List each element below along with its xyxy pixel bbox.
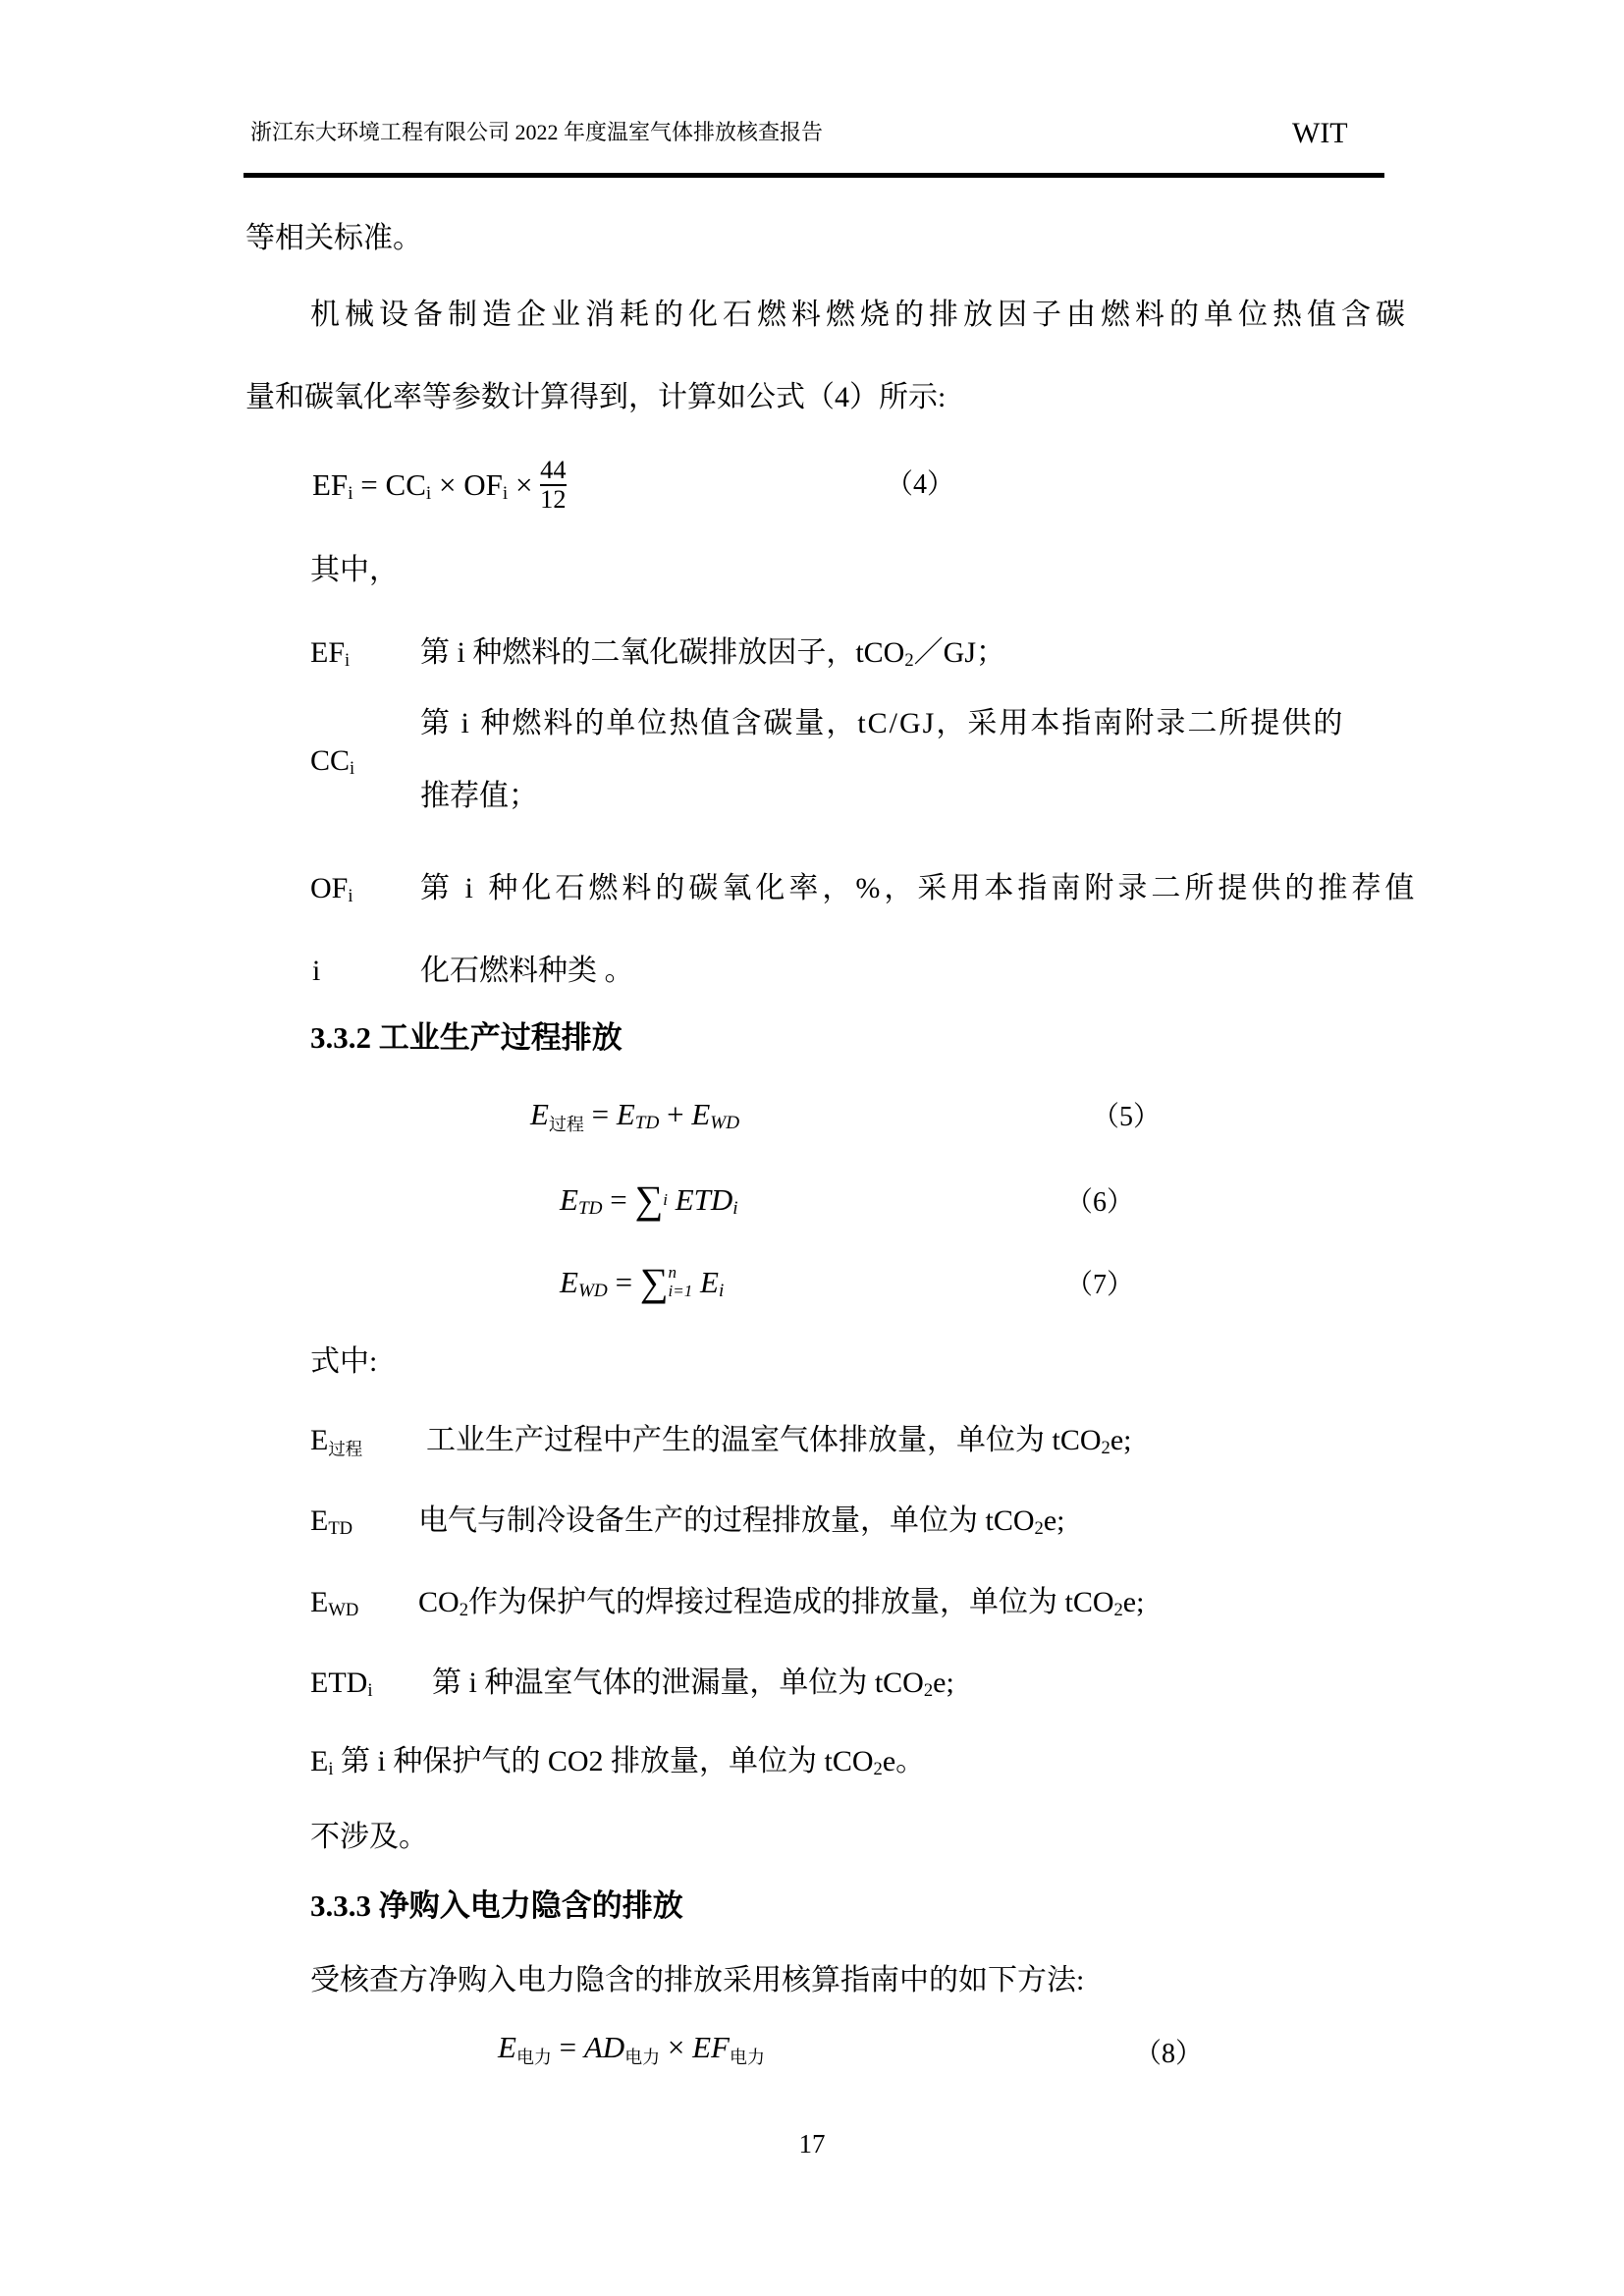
header-rule [244,173,1384,178]
paragraph-factor-line2: 量和碳氧化率等参数计算得到，计算如公式（4）所示: [245,381,947,413]
definition-e-process-symbol: E过程 [310,1424,363,1459]
definition-e-process-description: 工业生产过程中产生的温室气体排放量，单位为 tCO2e; [426,1424,1132,1459]
definition-cc-description-line1: 第 i 种燃料的单位热值含碳量，tC/GJ，采用本指南附录二所提供的 [420,707,1345,739]
formula-4-number: （4） [886,469,955,500]
definition-etd-description: 电气与制冷设备生产的过程排放量，单位为 tCO2e; [418,1504,1065,1540]
formula-7: EWD = ∑ n i=1 Ei [560,1259,725,1304]
formula-7-number: （7） [1065,1270,1135,1300]
definition-cc-description-line2: 推荐值； [420,780,538,812]
formula-legend-label: 式中: [310,1345,378,1378]
definition-ei-line: Ei 第 i 种保护气的 CO2 排放量，单位为 tCO2e。 [310,1745,926,1780]
formula-5: E过程 = ETD + EWD [530,1097,740,1134]
definition-i-description: 化石燃料种类 。 [420,955,634,987]
definition-ewd-description: CO2作为保护气的焊接过程造成的排放量，单位为 tCO2e; [418,1586,1145,1621]
definition-cc-symbol: CCi [310,744,355,780]
definition-of-symbol: OFi [310,872,353,907]
page-number: 17 [798,2129,826,2159]
formula-5-number: （5） [1092,1102,1162,1132]
section-heading-332: 3.3.2 工业生产过程排放 [310,1020,623,1055]
among-which-label: 其中， [310,554,399,586]
definition-of-description: 第 i 种化石燃料的碳氧化率，%，采用本指南附录二所提供的推荐值 [420,872,1419,904]
section-heading-333: 3.3.3 净购入电力隐含的排放 [310,1888,683,1923]
definition-i-symbol: i [312,955,321,987]
header-title: 浙江东大环境工程有限公司 2022 年度温室气体排放核查报告 [250,120,824,144]
header-logo-text: WIT [1292,117,1348,149]
paragraph-factor-line1: 机械设备制造企业消耗的化石燃料燃烧的排放因子由燃料的单位热值含碳 [310,299,1410,331]
definition-ewd-symbol: EWD [310,1586,359,1621]
formula-8-number: （8） [1134,2039,1204,2069]
definition-etd-symbol: ETD [310,1504,353,1540]
formula-4: EFi = CCi × OFi × $\frac{44}{12}$ [312,456,567,514]
definition-ef-symbol: EFi [310,636,351,672]
paragraph-standards: 等相关标准。 [245,222,422,254]
paragraph-electricity-method: 受核查方净购入电力隐含的排放采用核算指南中的如下方法: [310,1964,1085,1996]
formula-6: ETD = ∑ i ETDi [560,1176,738,1222]
not-applicable-note: 不涉及。 [310,1821,428,1853]
definition-etdi-description: 第 i 种温室气体的泄漏量，单位为 tCO2e; [432,1667,954,1702]
definition-ef-description: 第 i 种燃料的二氧化碳排放因子，tCO2／GJ； [420,636,1005,672]
definition-etdi-symbol: ETDi [310,1667,373,1702]
formula-8: E电力 = AD电力 × EF电力 [498,2030,765,2067]
formula-6-number: （6） [1065,1187,1135,1218]
